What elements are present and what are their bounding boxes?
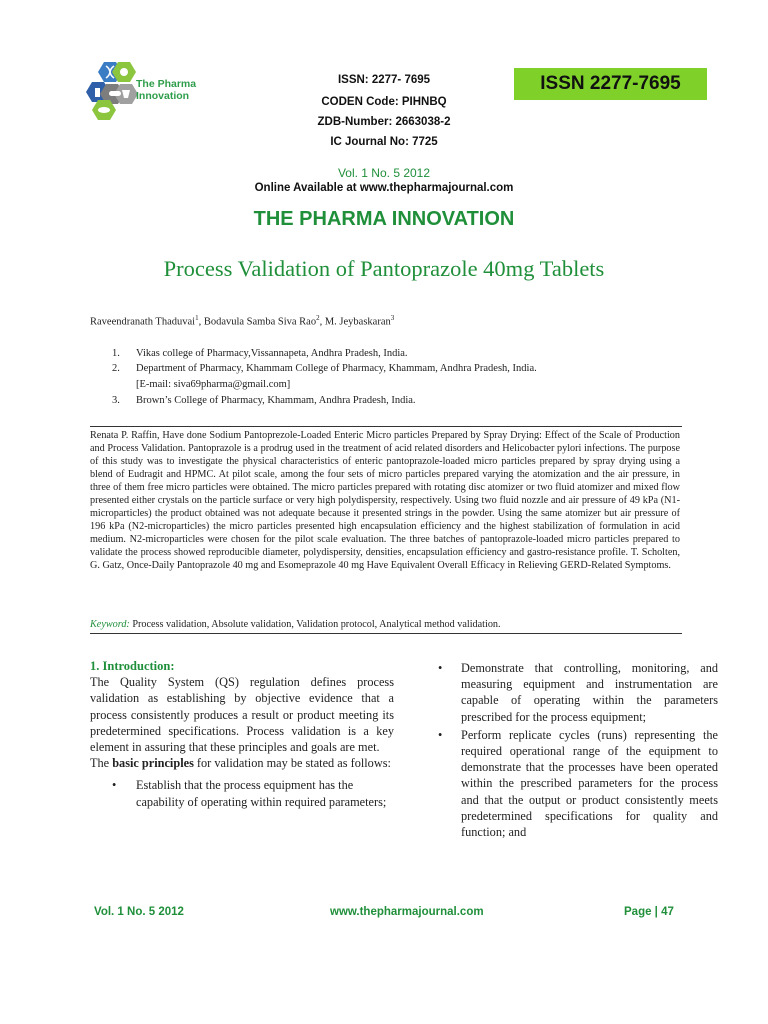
- online-availability: Online Available at www.thepharmajournal.com: [254, 182, 514, 194]
- author-name: M. Jeybaskaran: [324, 316, 391, 328]
- footer-volume: Vol. 1 No. 5 2012: [94, 906, 184, 918]
- abstract-text: Renata P. Raffin, Have done Sodium Pantoprezole-Loaded Enteric Micro particles Prepared by Spray Drying: Effect of the Scale of Production and Process Validation. Pantoprazole is a prodrug used in the treatment of acid related disorders and Helicobacter pylori infections. The purpose of this study was to investigate the physical characteristics of enteric pantoprazole-loaded micro particles prepared by spray drying using a blend of Eudragit and HPMC. At pilot scale, among the four sets of micro particles prepared varying the atomization and the air pressure, in three of them free micro particles were obtained. The micro particles prepared with rotating disc atomizer or two fluid atomizer and mixed flow presented either crystals on the particle surface or very high polydispersity, respectively. Using two fluid nozzle and air pressure of 49 kPa (N1-microparticles) the product obtained was not adequate because it presented strings in the powder. Using the same atomizer but air pressure of 196 kPa (N2-microparticles) the micro particles presented high encapsulation efficiency and the highest stabilization of formulation in acid medium. N2-microparticles were chosen for the pilot scale evaluation. The three batches of pantoprazole-loaded micro particles prepared to validate the process showed reproducible diameter, polydispersity, densities, encapsulation efficiency and gastro-resistance profile. T. Scholten, G. Gatz, Once-Daily Pantoprazole 40 mg and Esomeprazole 40 mg Have Equivalent Overall Efficacy in Relieving GERD-Related Symptoms.: [90, 430, 680, 571]
- abstract-section: [90, 426, 682, 634]
- author-affiliation-marker: 3: [390, 314, 395, 322]
- bullet-icon: •: [438, 661, 443, 675]
- logo-text-line1: The Pharma: [136, 78, 197, 90]
- list-item: • Perform replicate cycles (runs) representing the required operational range of the equipment to demonstrate that the processes have been operated within the prescribed parameters for the process and that the output or product consistently meets predetermined specifications for quality and function; and: [438, 727, 718, 840]
- author-list: Raveendranath Thaduvai$^1$, Bodavula Samba Siva Rao$^2$, M. Jeybaskaran$^3$: [90, 314, 395, 328]
- body-right-column: [438, 660, 718, 842]
- logo-text: [136, 78, 196, 102]
- keywords-label: Keyword:: [90, 619, 130, 630]
- ic-journal-text: IC Journal No: 7725: [330, 136, 438, 148]
- issn-badge: ISSN 2277-7695: [514, 68, 707, 100]
- author-affiliation-marker: 2: [316, 314, 320, 322]
- author-name: Bodavula Samba Siva Rao: [203, 316, 317, 328]
- issn-text: ISSN: 2277- 7695: [337, 74, 431, 86]
- bullet-icon: •: [438, 727, 443, 742]
- volume-line: Vol. 1 No. 5 2012: [337, 166, 431, 180]
- footer-website-link[interactable]: www.thepharmajournal.com: [330, 906, 484, 918]
- zdb-text: ZDB-Number: 2663038-2: [317, 116, 451, 128]
- author-affiliation-marker: 1: [195, 314, 199, 322]
- section-heading-introduction: 1. Introduction:: [90, 659, 175, 673]
- journal-name: THE PHARMA INNOVATION: [253, 208, 515, 230]
- intro-paragraph: The Quality System (QS) regulation defines process validation as establishing by objective evidence that a process consistently produces a result or product meeting its predetermined specifications. Process validation is a key element in assuring that these principles and goals are met.: [90, 675, 394, 755]
- keywords-line: [90, 619, 682, 630]
- author-name: Raveendranath Thaduvai: [90, 316, 196, 328]
- article-title: Process Validation of Pantoprazole 40mg Tablets: [163, 256, 605, 281]
- logo-text-line2: Innovation: [136, 90, 190, 102]
- footer-page-number: Page | 47: [624, 906, 674, 918]
- list-item: • Demonstrate that controlling, monitoring, and measuring equipment and instrumentation are capable of operating within the parameters prescribed for the process equipment;: [438, 661, 718, 724]
- body-left-column: [90, 658, 394, 810]
- keywords-text: Process validation, Absolute validation, Validation protocol, Analytical method validation.: [129, 619, 501, 630]
- coden-text: CODEN Code: PIHNBQ: [321, 96, 447, 108]
- bullet-icon: •: [112, 778, 117, 793]
- principles-emphasis: basic principles: [112, 756, 194, 771]
- list-item: • Establish that the process equipment has the capability of operating within required parameters;: [112, 778, 387, 809]
- principles-paragraph: The basic principles for validation may be stated as follows:: [90, 756, 391, 771]
